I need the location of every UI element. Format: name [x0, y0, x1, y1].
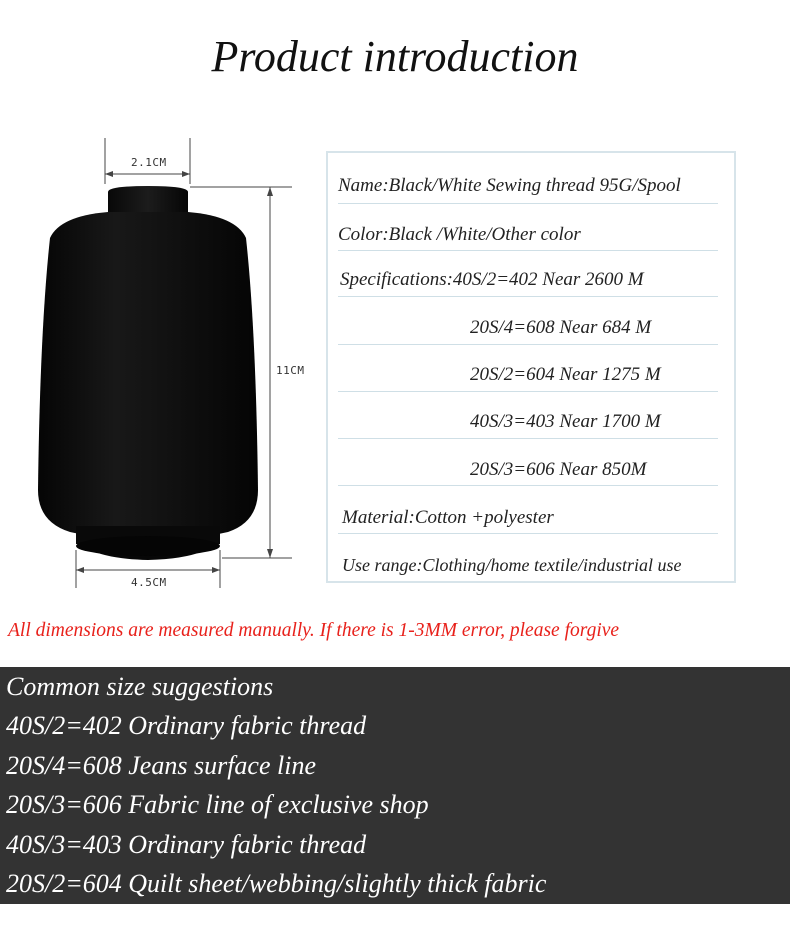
measurement-notice: All dimensions are measured manually. If there is 1-3MM error, please forgive [8, 620, 620, 641]
top-width-label: 2.1CM [131, 156, 167, 169]
spec-name: Name:Black/White Sewing thread 95G/Spool [338, 175, 681, 196]
spec-specifications: Specifications:40S/2=402 Near 2600 M [340, 269, 644, 290]
spec-option-20s2: 20S/2=604 Near 1275 M [470, 364, 661, 385]
spec-divider [338, 344, 718, 345]
suggestion-item: 40S/2=402 Ordinary fabric thread [6, 711, 367, 740]
spec-option-40s3: 40S/3=403 Near 1700 M [470, 411, 661, 432]
thread-spool-figure [0, 130, 330, 600]
spec-divider [338, 485, 718, 486]
spec-panel [326, 151, 736, 583]
suggestion-item: 40S/3=403 Ordinary fabric thread [6, 830, 367, 859]
spec-divider [338, 438, 718, 439]
spec-color: Color:Black /White/Other color [338, 224, 581, 245]
suggestion-item: 20S/2=604 Quilt sheet/webbing/slightly thick fabric [6, 869, 547, 898]
spec-divider [338, 250, 718, 251]
suggestions-heading: Common size suggestions [6, 672, 274, 701]
spec-option-20s4: 20S/4=608 Near 684 M [470, 317, 652, 338]
page-title: Product introduction [211, 32, 579, 81]
suggestion-item: 20S/4=608 Jeans surface line [6, 751, 316, 780]
size-suggestions-panel [0, 667, 790, 904]
spec-material: Material:Cotton +polyester [342, 507, 554, 528]
spec-divider [338, 296, 718, 297]
suggestion-item: 20S/3=606 Fabric line of exclusive shop [6, 790, 429, 819]
spec-divider [338, 391, 718, 392]
spec-use-range: Use range:Clothing/home textile/industrial use [342, 555, 682, 575]
spec-option-20s3: 20S/3=606 Near 850M [470, 459, 647, 480]
spec-divider [338, 533, 718, 534]
spec-divider [338, 203, 718, 204]
height-label: 11CM [276, 364, 305, 377]
bottom-width-label: 4.5CM [131, 576, 167, 589]
